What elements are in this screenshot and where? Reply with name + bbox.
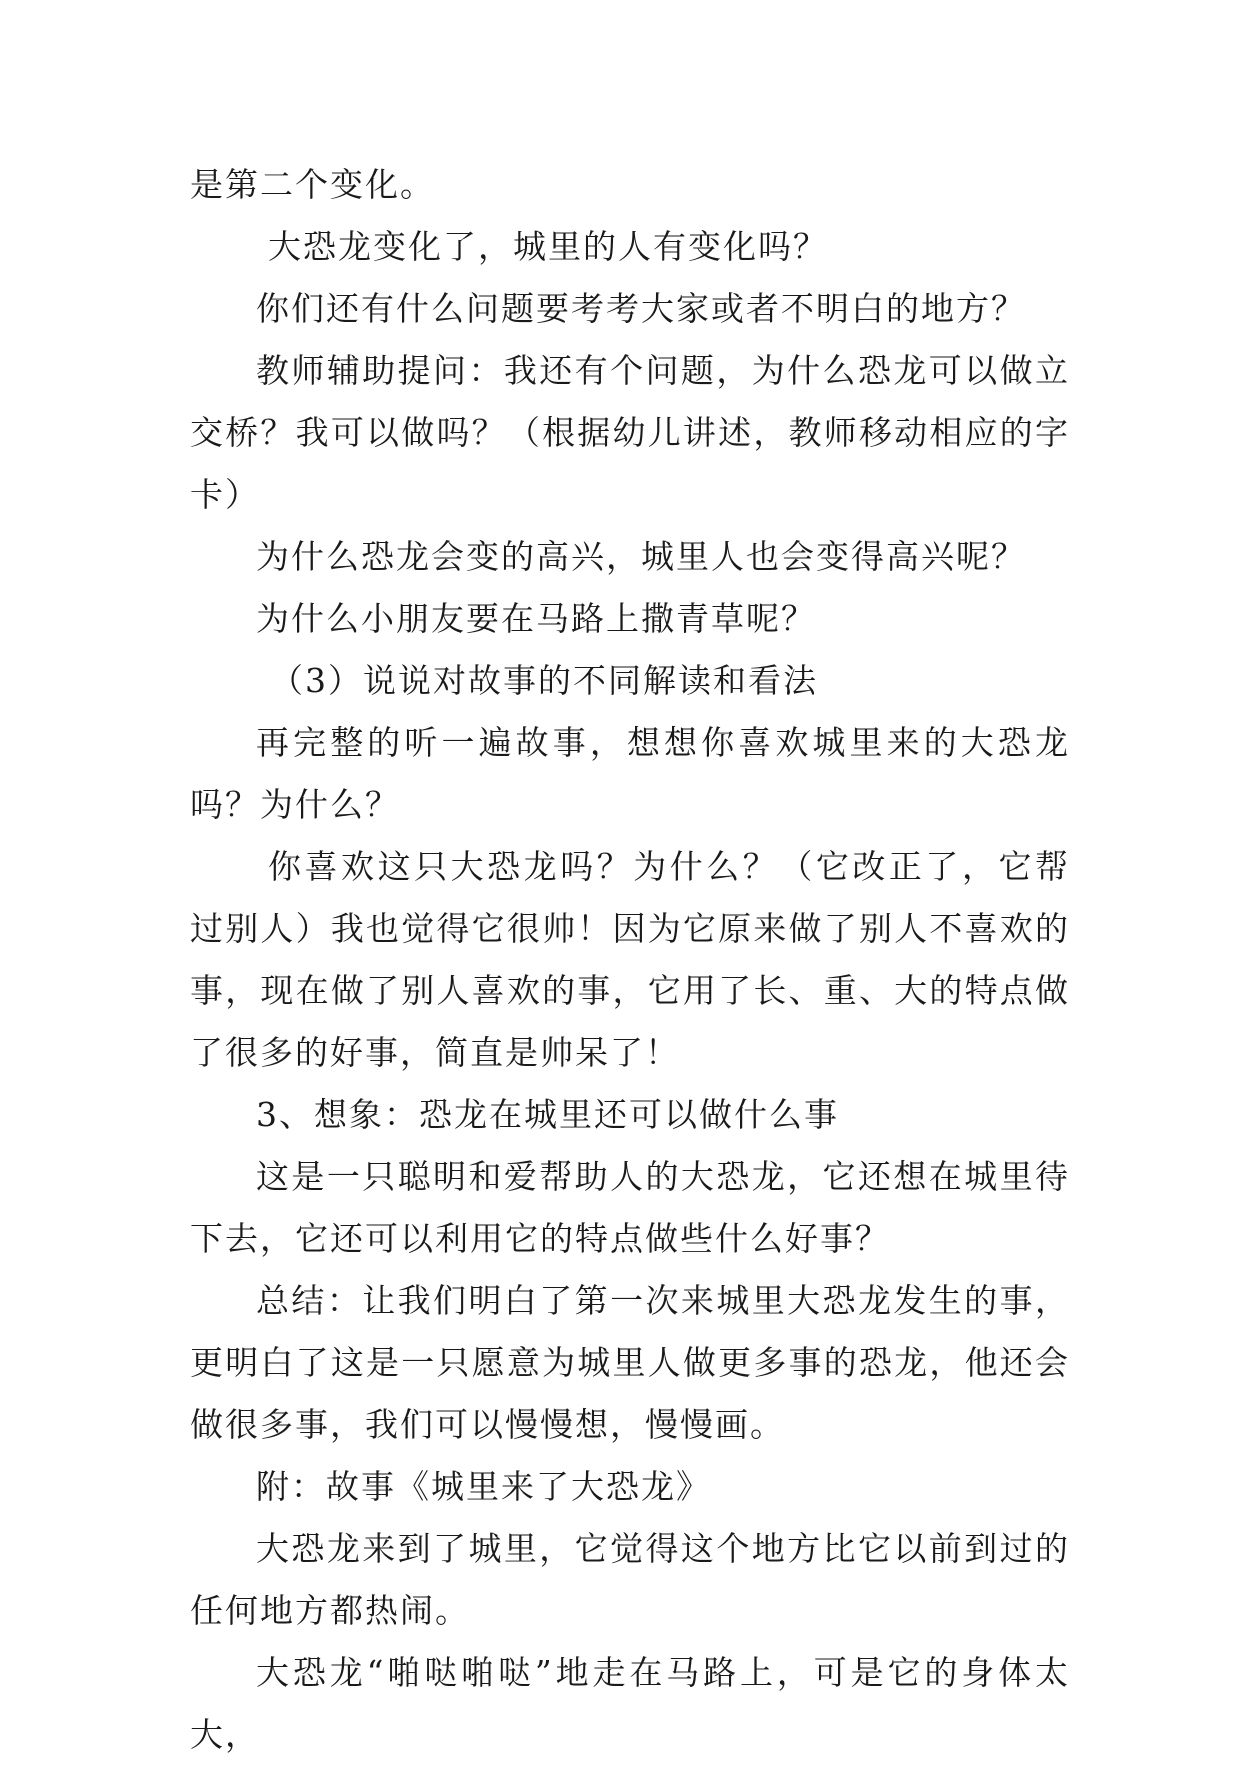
paragraph-story-walk: 大恐龙“啪哒啪哒”地走在马路上，可是它的身体太大， — [190, 1653, 1070, 1754]
paragraph-why-grass: 为什么小朋友要在马路上撒青草呢？ — [256, 599, 816, 638]
document-body — [190, 154, 1070, 1766]
section-heading-imagine: 3、想象：恐龙在城里还可以做什么事 — [256, 1095, 839, 1134]
paragraph-appendix-title: 附：故事《城里来了大恐龙》 — [256, 1467, 711, 1506]
paragraph-question-people-change: 大恐龙变化了，城里的人有变化吗？ — [268, 227, 828, 266]
paragraph-summary: 总结：让我们明白了第一次来城里大恐龙发生的事，更明白了这是一只愿意为城里人做更多事的恐龙，他还会做很多事，我们可以慢慢想，慢慢画。 — [190, 1281, 1070, 1444]
section-heading-3: （3）说说对故事的不同解读和看法 — [270, 661, 818, 700]
paragraph-like-dinosaur: 你喜欢这只大恐龙吗？为什么？（它改正了，它帮过别人）我也觉得它很帅！因为它原来做了别人不喜欢的事，现在做了别人喜欢的事，它用了长、重、大的特点做了很多的好事，简直是帅呆了！ — [190, 847, 1070, 1072]
paragraph-smart-dinosaur: 这是一只聪明和爱帮助人的大恐龙，它还想在城里待下去，它还可以利用它的特点做些什么好事？ — [190, 1157, 1070, 1258]
paragraph-teacher-question: 教师辅助提问：我还有个问题，为什么恐龙可以做立交桥？我可以做吗？（根据幼儿讲述，教师移动相应的字卡） — [190, 351, 1070, 514]
paragraph-other-questions: 你们还有什么问题要考考大家或者不明白的地方？ — [256, 289, 1026, 328]
paragraph-why-happy: 为什么恐龙会变的高兴，城里人也会变得高兴呢？ — [256, 537, 1026, 576]
paragraph-listen-again: 再完整的听一遍故事，想想你喜欢城里来的大恐龙吗？为什么？ — [190, 723, 1070, 824]
paragraph-continuation: 是第二个变化。 — [190, 165, 435, 204]
paragraph-story-start: 大恐龙来到了城里，它觉得这个地方比它以前到过的任何地方都热闹。 — [190, 1529, 1070, 1630]
